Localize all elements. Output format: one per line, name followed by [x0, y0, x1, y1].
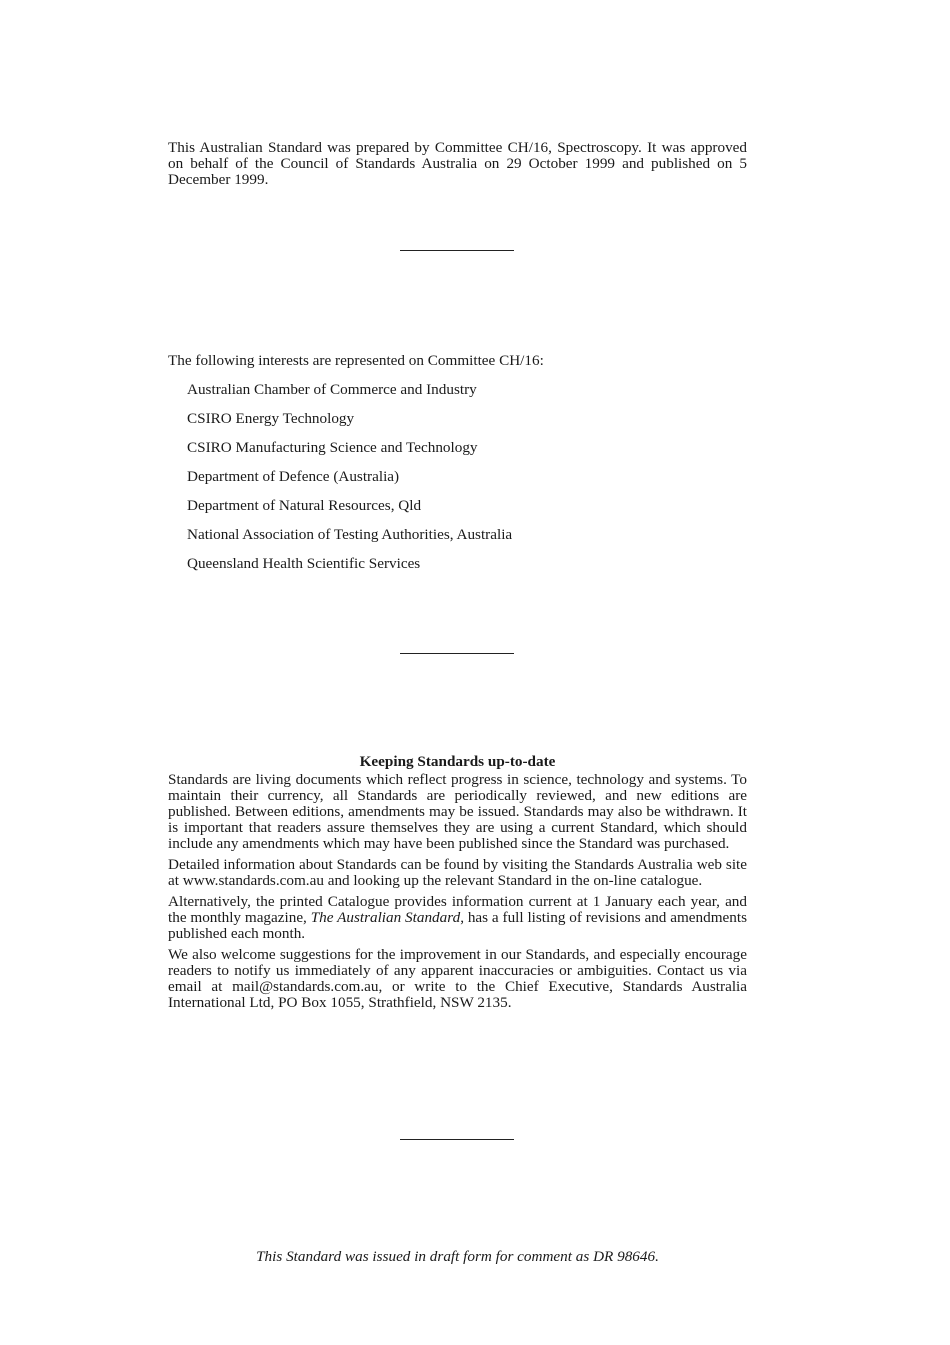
paragraph-text: , has a full listing of revisions and amendments published each month.: [168, 909, 747, 942]
preamble-paragraph: This Australian Standard was prepared by Committee CH/16, Spectroscopy. It was approved on behalf of the Council of Standards Australia on 29 October 1999 and published on 5 December 1999.: [168, 139, 747, 189]
committee-interests: [168, 351, 747, 583]
divider-rule: [400, 653, 514, 654]
draft-note: This Standard was issued in draft form for comment as DR 98646.: [256, 1248, 659, 1266]
interests-list: [168, 380, 747, 574]
keeping-standards-section: [168, 754, 747, 1016]
body-paragraph: We also welcome suggestions for the improvement in our Standards, and especially encourage readers to notify us immediately of any apparent inaccuracies or ambiguities. Contact us via email at mail@standards.com.au, or write to the Chief Executive, Standards Australia International Ltd, PO Box 1055, Strathfield, NSW 2135.: [168, 946, 747, 1011]
interests-intro: The following interests are represented on Committee CH/16:: [168, 352, 544, 369]
divider-rule: [400, 250, 514, 251]
list-item: Department of Defence (Australia): [187, 468, 400, 485]
body-paragraph: Standards are living documents which reflect progress in science, technology and systems. To maintain their currency, all Standards are periodically reviewed, and new editions are published. Between editions, amendments may be issued. Standards may also be withdrawn. It is important that readers assure themselves they are using a current Standard, which should include any amendments which may have been published since the Standard was purchased.: [168, 771, 747, 852]
list-item: CSIRO Manufacturing Science and Technology: [187, 439, 478, 456]
body-paragraph: Detailed information about Standards can be found by visiting the Standards Australia web site at www.standards.com.au and looking up the relevant Standard in the on-line catalogue.: [168, 856, 747, 889]
body-paragraph: [168, 894, 747, 942]
section-heading: Keeping Standards up-to-date: [359, 753, 556, 770]
list-item: National Association of Testing Authorities, Australia: [187, 526, 513, 543]
divider-rule: [400, 1139, 514, 1140]
list-item: Department of Natural Resources, Qld: [187, 497, 422, 514]
paragraph-text: Alternatively, the printed Catalogue provides information current at 1 January each year, and the monthly magazine,: [168, 893, 747, 926]
list-item: Queensland Health Scientific Services: [187, 555, 421, 572]
publication-title: The Australian Standard: [310, 909, 461, 926]
list-item: Australian Chamber of Commerce and Industry: [187, 381, 477, 398]
list-item: CSIRO Energy Technology: [187, 410, 355, 427]
